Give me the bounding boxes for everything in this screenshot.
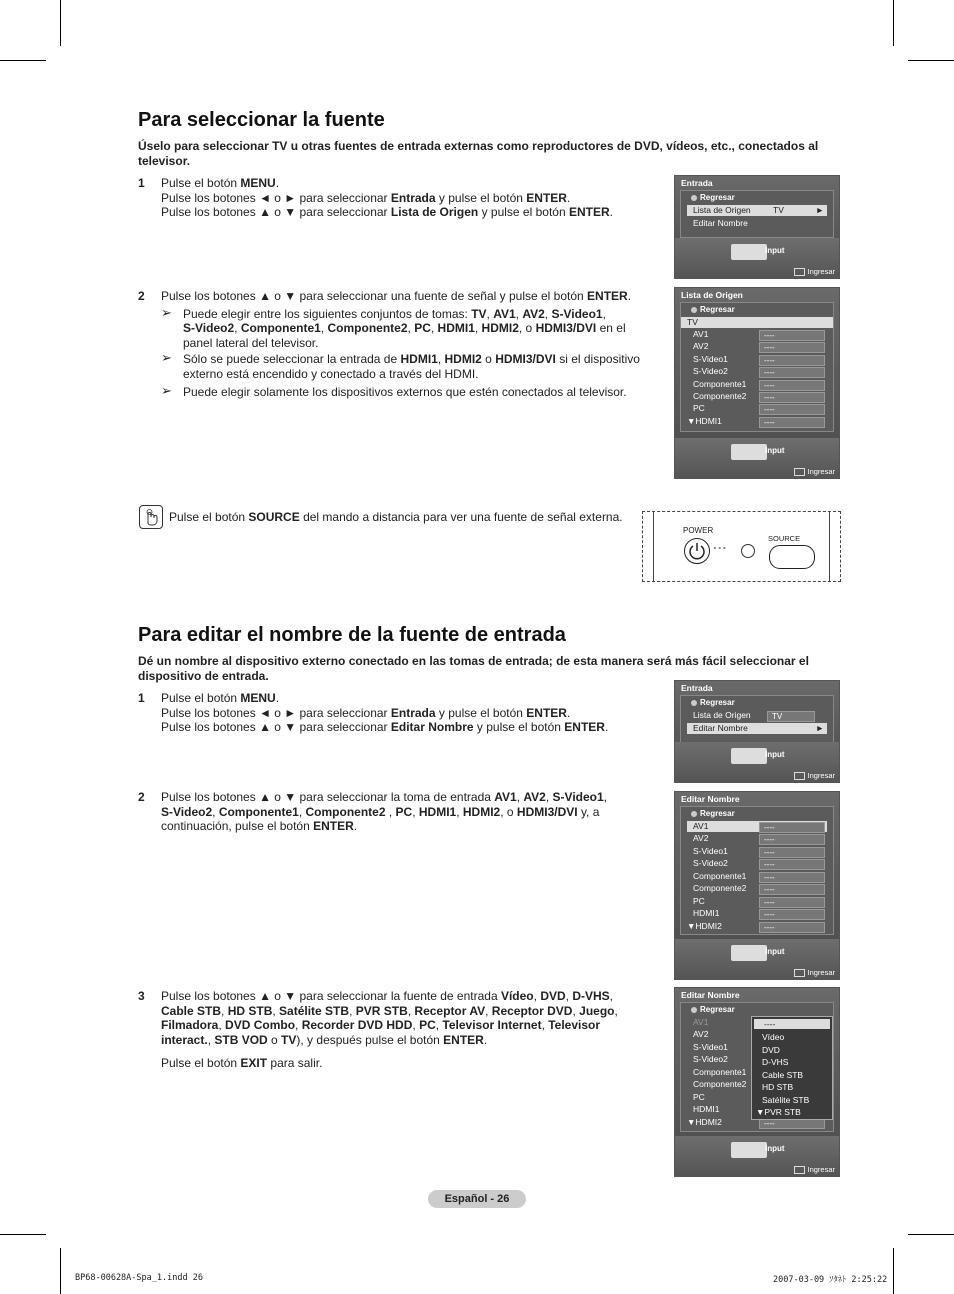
back-icon: Regresar <box>691 193 735 202</box>
arrow-right-icon: ► <box>815 723 824 733</box>
section-intro: Úselo para seleccionar TV u otras fuentes de entrada externas como reproductores de DVD, vídeos, etc., conectados al televisor. <box>138 139 819 168</box>
list-item[interactable]: AV1 ---- <box>687 821 827 832</box>
list-item[interactable]: S-Video1 ---- <box>687 846 827 857</box>
list-item[interactable]: S-Video1 <box>693 1042 728 1052</box>
list-item[interactable]: PC ---- <box>687 403 827 414</box>
remote-note: Pulse el botón SOURCE del mando a distancia para ver una fuente de señal externa. <box>169 510 623 524</box>
enter-icon: Ingresar <box>794 968 835 977</box>
list-item[interactable]: ▼HDMI1 ---- <box>687 416 827 427</box>
input-cable-icon <box>731 748 767 764</box>
back-icon: Regresar <box>691 1005 735 1014</box>
enter-icon: Ingresar <box>794 467 835 476</box>
crop-mark <box>908 1234 954 1235</box>
list-item[interactable]: PC <box>693 1092 705 1102</box>
list-item[interactable]: ▼HDMI2 ---- <box>687 1117 827 1128</box>
osd-panel-edit-name: Editar Nombre Regresar AV1 ---- AV2 ---- S-Video1 ---- S-Video2 ---- Componente1 ---- Componente2 ---- PC ---- HDMI1 ---- ▼HDMI2 ---- Input Ingresar <box>674 791 840 980</box>
arrow-icon: ➢ <box>161 383 172 398</box>
list-item[interactable]: PC ---- <box>687 896 827 907</box>
page-number-badge: Español - 26 <box>428 1190 526 1208</box>
enter-icon: Ingresar <box>794 771 835 780</box>
dropdown-option[interactable]: Satélite STB <box>762 1094 810 1105</box>
dropdown-option[interactable]: D-VHS <box>762 1057 789 1067</box>
list-item[interactable]: Componente1 ---- <box>687 379 827 390</box>
light-button[interactable] <box>741 544 755 558</box>
list-item[interactable]: AV2 ---- <box>687 833 827 844</box>
list-item[interactable]: ▼HDMI2 ---- <box>687 921 827 932</box>
crop-mark <box>893 1248 894 1294</box>
menu-item-edit-name[interactable]: Editar Nombre ► <box>687 723 827 734</box>
power-icon <box>685 539 709 563</box>
name-dropdown[interactable] <box>751 1016 833 1120</box>
dropdown-option[interactable]: DVD <box>762 1044 780 1055</box>
footer-timestamp: 2007-03-09 ｿﾀﾈﾄ 2:25:22 <box>773 1275 888 1285</box>
power-label: POWER <box>683 526 714 535</box>
back-icon: Regresar <box>691 698 735 707</box>
note: ➢ Puede elegir entre los siguientes conjuntos de tomas: TV, AV1, AV2, S-Video1, S-Video2, Componente1, Componente2, PC, HDMI1, HDMI2, o HDMI3/DVI en el panel lateral del televisor. <box>161 304 626 350</box>
enter-icon: Ingresar <box>794 1165 835 1174</box>
osd-panel-source-list: Lista de Origen Regresar TV AV1 ---- AV2 ---- S-Video1 ---- S-Video2 ---- Componente1 ---- Componente2 ---- PC ---- ▼HDMI1 ---- Input Ingresar <box>674 287 840 479</box>
menu-item-edit-name[interactable]: Editar Nombre <box>693 218 748 228</box>
list-item[interactable]: Componente2 <box>693 1079 747 1089</box>
list-item[interactable]: AV1 <box>693 1017 709 1027</box>
crop-mark <box>908 60 954 61</box>
input-cable-icon <box>731 444 767 460</box>
list-item[interactable]: S-Video2 <box>693 1054 728 1064</box>
source-button[interactable] <box>769 545 815 569</box>
back-icon: Regresar <box>691 809 735 818</box>
list-item[interactable]: Componente1 <box>693 1067 747 1077</box>
arrow-icon: ➢ <box>161 350 172 365</box>
list-item[interactable]: S-Video2 ---- <box>687 366 827 377</box>
arrow-icon: ➢ <box>161 304 172 320</box>
list-item[interactable]: S-Video2 ---- <box>687 858 827 869</box>
enter-icon: Ingresar <box>794 267 835 276</box>
back-icon: Regresar <box>691 305 735 314</box>
dropdown-option[interactable]: Cable STB <box>762 1069 804 1080</box>
list-item[interactable]: Componente1 ---- <box>687 871 827 882</box>
dropdown-option[interactable]: HD STB <box>762 1082 794 1092</box>
input-cable-icon <box>731 945 767 961</box>
power-button[interactable] <box>684 538 710 564</box>
list-item[interactable]: AV2 <box>693 1029 709 1039</box>
list-item[interactable]: AV2 ---- <box>687 341 827 352</box>
list-item[interactable]: AV1 ---- <box>687 329 827 340</box>
dropdown-option[interactable]: ▼PVR STB <box>756 1107 801 1117</box>
list-item[interactable]: Componente2 ---- <box>687 391 827 402</box>
menu-item-source-list[interactable]: Lista de Origen TV ► <box>687 205 827 216</box>
crop-mark <box>60 1248 61 1294</box>
section-title-select-source: Para seleccionar la fuente <box>138 109 385 131</box>
indicator-dots: ∘∘∘ <box>713 546 728 552</box>
arrow-right-icon: ► <box>815 205 824 215</box>
source-label: SOURCE <box>768 534 801 543</box>
input-cable-icon <box>731 244 767 260</box>
osd-panel-edit-name-dropdown: Editar Nombre Regresar AV1 AV2 S-Video1 S-Video2 Componente1 Componente2 PC HDMI1 ▼HDMI2 ---- ---- Vídeo DVD D-VHS Cable STB HD STB Satélite STB ▼PVR STB Input Ingresar <box>674 987 840 1177</box>
section-title-edit-name: Para editar el nombre de la fuente de entrada <box>138 624 566 646</box>
dropdown-option[interactable]: Vídeo <box>762 1032 785 1042</box>
osd-panel-entrada: Entrada Regresar Lista de Origen TV ► Editar Nombre Input Ingresar <box>674 175 840 279</box>
remote-illustration <box>642 511 841 582</box>
input-cable-icon <box>731 1142 767 1158</box>
dropdown-option[interactable]: ---- <box>754 1019 830 1029</box>
section-intro: Dé un nombre al dispositivo externo conectado en las tomas de entrada; de esta manera será más fácil seleccionar el dispositivo de entrada. <box>138 654 809 683</box>
list-item[interactable]: Componente2 ---- <box>687 883 827 894</box>
list-item[interactable]: HDMI1 <box>693 1104 720 1114</box>
crop-mark <box>893 0 894 46</box>
crop-mark <box>0 1234 46 1235</box>
hand-icon <box>139 505 163 529</box>
list-item[interactable]: S-Video1 ---- <box>687 354 827 365</box>
note: ➢ Puede elegir solamente los dispositivos externos que estén conectados al televisor. <box>161 383 627 399</box>
note: ➢ Sólo se puede seleccionar la entrada de HDMI1, HDMI2 o HDMI3/DVI si el dispositivo externo está encendido y conectado a través del HDMI. <box>161 350 640 381</box>
menu-item-source-list[interactable]: Lista de Origen TV <box>687 710 827 721</box>
osd-panel-entrada: Entrada Regresar Lista de Origen TV Editar Nombre ► Input Ingresar <box>674 680 840 783</box>
list-item[interactable]: TV <box>681 317 833 328</box>
crop-mark <box>60 0 61 46</box>
crop-mark <box>0 60 46 61</box>
footer-file-info: BP68-00628A-Spa_1.indd 26 <box>75 1273 203 1283</box>
list-item[interactable]: HDMI1 ---- <box>687 908 827 919</box>
